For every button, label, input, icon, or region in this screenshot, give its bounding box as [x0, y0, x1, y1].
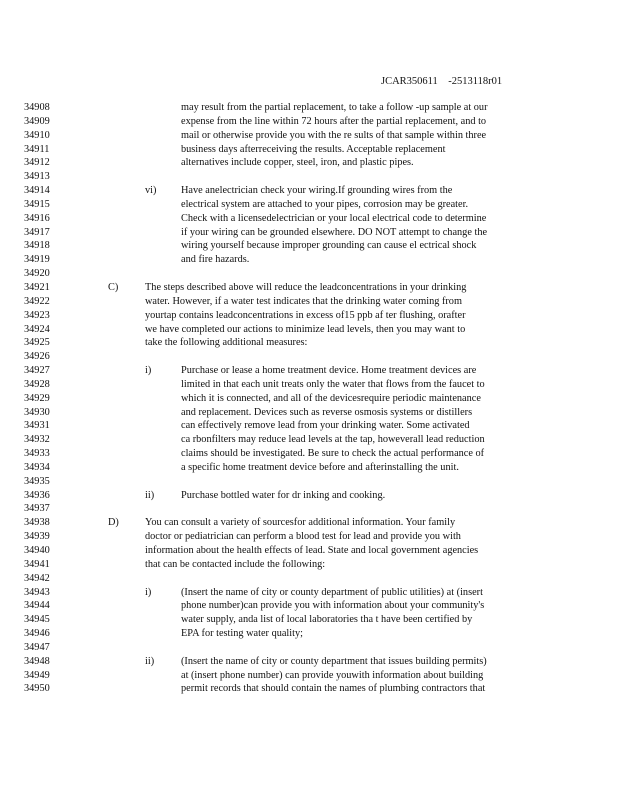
line-text: Purchase bottled water for dr inking and cooking.: [181, 489, 386, 501]
line-text: business days afterreceiving the results. Acceptable replacement: [181, 143, 446, 155]
line-number: 34910: [24, 129, 50, 141]
document-line: [0, 101, 618, 115]
document-line: [0, 502, 618, 516]
line-number: 34914: [24, 185, 50, 197]
line-number: 34939: [24, 531, 50, 543]
line-number: 34931: [24, 420, 50, 432]
list-marker: i): [145, 365, 152, 377]
line-number: 34948: [24, 655, 50, 667]
document-line: [0, 323, 618, 337]
list-marker: C): [108, 281, 119, 293]
line-number: 34945: [24, 614, 50, 626]
line-number: 34924: [24, 323, 50, 335]
line-text: yourtap contains leadconcentrations in excess of15 ppb af ter flushing, orafter: [145, 309, 466, 321]
line-text: wiring yourself because improper grounding can cause el ectrical shock: [181, 240, 477, 252]
document-line: [0, 489, 618, 503]
document-line: [0, 586, 618, 600]
list-marker: D): [108, 517, 119, 529]
line-number: 34946: [24, 628, 50, 640]
line-text: EPA for testing water quality;: [181, 628, 304, 640]
list-marker: i): [145, 586, 152, 598]
line-text: ca rbonfilters may reduce lead levels at the tap, howeverall lead reduction: [181, 434, 485, 446]
line-text: You can consult a variety of sourcesfor additional information. Your family: [145, 517, 456, 529]
line-text: information about the health effects of lead. State and local government agencies: [145, 545, 479, 556]
line-text: electrical system are attached to your pipes, corrosion may be greater.: [181, 198, 469, 210]
line-number: 34943: [24, 586, 50, 598]
document-line: [0, 198, 618, 212]
line-number: 34940: [24, 545, 50, 556]
line-text: (Insert the name of city or county department of public utilities) at (insert: [181, 586, 483, 598]
list-marker: vi): [145, 185, 157, 197]
line-text: that can be contacted include the following:: [145, 558, 326, 570]
line-text: expense from the line within 72 hours after the partial replacement, and to: [181, 115, 487, 127]
line-text: Check with a licensedelectrician or your local electrical code to determine: [181, 212, 487, 224]
document-line: [0, 239, 618, 253]
line-number: 34923: [24, 309, 50, 321]
document-line: [0, 406, 618, 420]
line-number: 34933: [24, 448, 50, 460]
line-number: 34922: [24, 295, 50, 307]
document-line: [0, 184, 618, 198]
line-number: 34917: [24, 226, 50, 238]
line-number: 34919: [24, 254, 50, 266]
line-number: 34932: [24, 434, 50, 446]
document-line: [0, 295, 618, 309]
document-line: [0, 350, 618, 364]
line-text: doctor or pediatrician can perform a blood test for lead and provide you with: [145, 531, 461, 543]
line-number: 34927: [24, 365, 50, 377]
line-number: 34912: [24, 157, 50, 169]
document-line: [0, 433, 618, 447]
document-line: [0, 447, 618, 461]
document-line: [0, 267, 618, 281]
document-line: [0, 212, 618, 226]
line-number: 34926: [24, 351, 50, 363]
document-line: [0, 613, 618, 627]
line-number: 34930: [24, 406, 50, 418]
line-text: and replacement. Devices such as reverse osmosis systems or distillers: [181, 406, 473, 418]
document-line: [0, 226, 618, 240]
document-line: [0, 378, 618, 392]
document-line: [0, 143, 618, 157]
line-text: can effectively remove lead from your drinking water. Some activated: [181, 420, 470, 432]
document-line: [0, 156, 618, 170]
line-number: 34934: [24, 461, 50, 473]
line-number: 34925: [24, 337, 50, 349]
line-text: alternatives include copper, steel, iron, and plastic pipes.: [181, 157, 414, 169]
line-text: mail or otherwise provide you with the re sults of that sample within three: [181, 129, 487, 141]
document-line: [0, 655, 618, 669]
line-number: 34950: [24, 683, 50, 695]
line-text: limited in that each unit treats only the water that flows from the faucet to: [181, 378, 485, 390]
line-number: 34911: [24, 143, 50, 155]
document-line: [0, 641, 618, 655]
document-line: [0, 558, 618, 572]
line-number: 34921: [24, 281, 50, 293]
line-text: and fire hazards.: [181, 254, 250, 266]
line-text: The steps described above will reduce the leadconcentrations in your drinking: [145, 281, 467, 293]
document-line: [0, 475, 618, 489]
document-line: [0, 364, 618, 378]
line-number: 34915: [24, 198, 50, 210]
document-line: [0, 170, 618, 184]
line-number: 34941: [24, 558, 50, 570]
line-number: 34918: [24, 240, 50, 252]
line-text: if your wiring can be grounded elsewhere. DO NOT attempt to change the: [181, 226, 488, 238]
line-number: 34944: [24, 600, 50, 612]
line-number: 34920: [24, 268, 50, 280]
line-text: phone number)can provide you with information about your community's: [181, 600, 485, 612]
line-text: (Insert the name of city or county department that issues building permits): [181, 655, 487, 667]
list-marker: ii): [145, 489, 155, 501]
document-line: [0, 336, 618, 350]
line-number: 34929: [24, 392, 50, 404]
line-text: permit records that should contain the names of plumbing contractors that: [181, 683, 486, 695]
document-line: [0, 572, 618, 586]
line-text: take the following additional measures:: [145, 337, 308, 349]
document-header: JCAR350611 -2513118r01: [381, 76, 503, 87]
line-number: 34949: [24, 669, 50, 681]
document-line: [0, 599, 618, 613]
line-text: a specific home treatment device before and afterinstalling the unit.: [181, 461, 459, 473]
line-text: Have anelectrician check your wiring.If grounding wires from the: [181, 185, 453, 197]
document-line: [0, 281, 618, 295]
line-text: water. However, if a water test indicates that the drinking water coming from: [145, 295, 462, 307]
line-number: 34913: [24, 171, 50, 183]
line-number: 34908: [24, 102, 50, 113]
document-line: [0, 627, 618, 641]
line-text: water supply, anda list of local laboratories tha t have been certified by: [181, 614, 473, 626]
document-line: [0, 530, 618, 544]
line-number: 34916: [24, 212, 50, 224]
line-text: claims should be investigated. Be sure to check the actual performance of: [181, 448, 485, 460]
line-text: we have completed our actions to minimize lead levels, then you may want to: [145, 323, 466, 335]
document-line: [0, 253, 618, 267]
line-number: 34909: [24, 115, 50, 127]
line-text: Purchase or lease a home treatment device. Home treatment devices are: [181, 365, 477, 377]
document-line: [0, 669, 618, 683]
document-line: [0, 682, 618, 696]
document-line: [0, 516, 618, 530]
document-line: [0, 544, 618, 558]
line-number: 34936: [24, 489, 50, 501]
document-body: [0, 101, 618, 696]
document-line: [0, 129, 618, 143]
line-number: 34937: [24, 503, 50, 515]
list-marker: ii): [145, 655, 155, 667]
line-number: 34942: [24, 572, 50, 584]
line-text: which it is connected, and all of the devicesrequire periodic maintenance: [181, 392, 481, 404]
line-number: 34928: [24, 378, 50, 390]
document-line: [0, 461, 618, 475]
line-number: 34935: [24, 475, 50, 487]
line-text: at (insert phone number) can provide youwith information about building: [181, 669, 484, 681]
document-line: [0, 309, 618, 323]
document-line: [0, 419, 618, 433]
document-line: [0, 392, 618, 406]
line-number: 34947: [24, 641, 50, 653]
line-text: may result from the partial replacement, to take a follow -up sample at our: [181, 102, 488, 113]
document-line: [0, 115, 618, 129]
line-number: 34938: [24, 517, 50, 529]
